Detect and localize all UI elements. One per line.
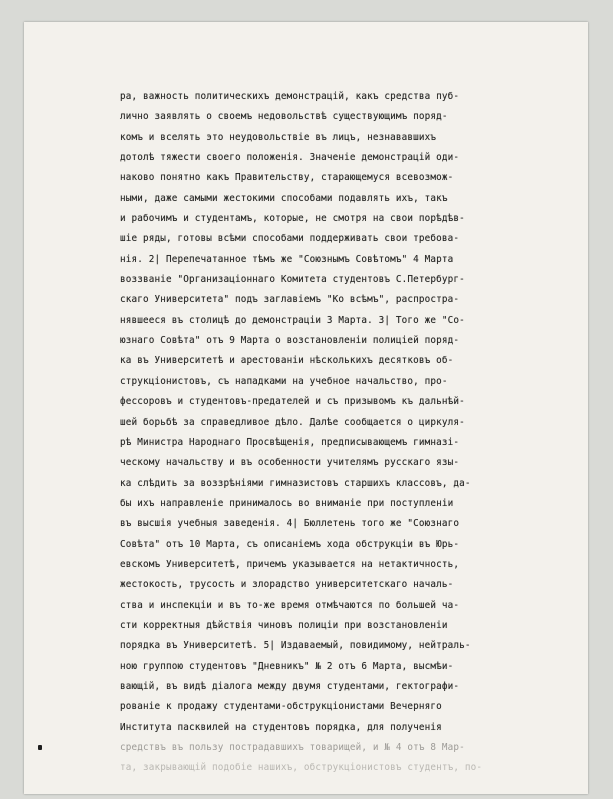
text-line: дотолѣ тяжести своего положенія. Значеніе демонстрацій оди- xyxy=(120,152,460,164)
text-line: скаго Университета" подъ заглавіемъ "Ко всѣмъ", распростра- xyxy=(120,294,460,306)
text-line: наково понятно какъ Правительству, старающемуся всевозмож- xyxy=(120,172,454,184)
text-line: юзнаго Совѣта" отъ 9 Марта о возстановленіи полиціей поряд- xyxy=(120,335,460,347)
text-line: комъ и вселять это неудовольствіе въ лицъ, незнававшихъ xyxy=(120,131,437,143)
typewritten-text-block xyxy=(120,87,540,779)
document-page xyxy=(24,22,588,794)
text-line: ными, даже самыми жестокими способами подавлять ихъ, такъ xyxy=(120,192,448,204)
text-line: и рабочимъ и студентамъ, которые, не смотря на свои порѣдѣв- xyxy=(120,213,465,225)
text-line: нія. 2| Перепечатанное тѣмъ же "Союзнымъ Совѣтомъ" 4 Марта xyxy=(120,253,454,265)
text-line: ною группою студентовъ "Дневникъ" № 2 отъ 6 Марта, высмѣи- xyxy=(120,660,454,672)
text-line: ческому начальству и въ особенности учителямъ русскаго язы- xyxy=(120,457,460,469)
text-line: рованіе к продажу студентами-обструкціонистами Вечерняго xyxy=(120,701,442,713)
text-line: шей борьбѣ за справедливое дѣло. Далѣе сообщается о циркуля- xyxy=(120,416,465,428)
text-line: ка слѣдить за воззрѣніями гимназистовъ старшихъ классовъ, да- xyxy=(120,477,471,489)
ink-mark xyxy=(38,745,42,750)
text-line: евскомъ Университетѣ, причемъ указывается на нетактичность, xyxy=(120,558,460,570)
text-line: порядка въ Университетѣ. 5| Издаваемый, повидимому, нейтраль- xyxy=(120,640,471,652)
text-line: жестокость, трусость и злорадство университетскаго началь- xyxy=(120,579,454,591)
text-line-faded: средствъ въ пользу пострадавшихъ товарищей, и № 4 отъ 8 Мар- xyxy=(120,742,465,753)
text-line: сти корректныя дѣйствія чиновъ полиціи при возстановленіи xyxy=(120,619,448,631)
text-line: Института пасквилей на студентовъ порядка, для полученія xyxy=(120,721,442,733)
text-line: шіе ряды, готовы всѣми способами поддерживать свои требова- xyxy=(120,233,460,245)
text-line-faded: та, закрывающій подобіе нашихъ, обструкціонистовъ студентъ, по- xyxy=(120,762,483,774)
text-line: бы ихъ направленіе принималось во вниманіе при поступленіи xyxy=(120,497,454,509)
text-line: рѣ Министра Народнаго Просвѣщенія, предписывающемъ гимназі- xyxy=(120,436,460,448)
text-line: ра, важность политическихъ демонстрацій, какъ средства пуб- xyxy=(120,91,460,102)
text-line: лично заявлять о своемъ недовольствѣ существующимъ поряд- xyxy=(120,111,448,123)
text-line: ка въ Университетѣ и арестованіи нѣсколькихъ десятковъ об- xyxy=(120,355,454,367)
text-line: фессоровъ и студентовъ-предателей и съ призывомъ къ дальнѣй- xyxy=(120,396,465,408)
text-line: въ высшія учебныя заведенія. 4| Бюллетень того же "Союзнаго xyxy=(120,518,460,530)
text-line: вающій, въ видѣ діалога между двумя студентами, гектографи- xyxy=(120,680,460,692)
text-line: Совѣта" отъ 10 Марта, съ описаніемъ хода обструкціи въ Юрь- xyxy=(120,538,460,550)
text-line: ства и инспекціи и въ то-же время отмѣчаются по большей ча- xyxy=(120,599,460,611)
text-line: воззваніе "Организаціоннаго Комитета студентовъ С.Петербург- xyxy=(120,274,465,286)
text-line: нявшееся въ столицѣ до демонстраціи 3 Марта. 3| Того же "Со- xyxy=(120,314,465,326)
text-line: струкціонистовъ, съ нападками на учебное начальство, про- xyxy=(120,375,448,387)
